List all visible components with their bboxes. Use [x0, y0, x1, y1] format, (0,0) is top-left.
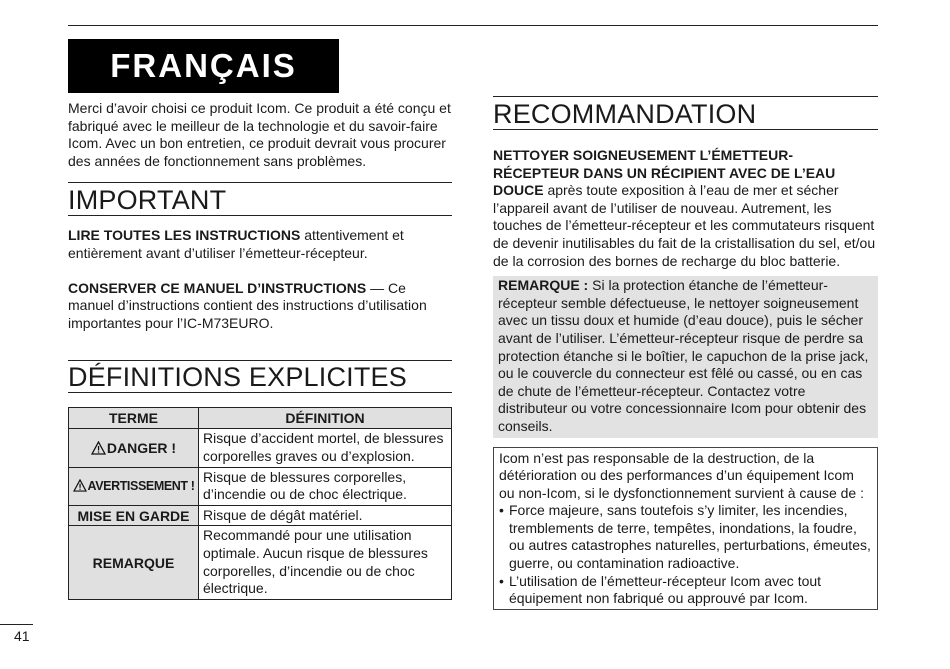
definitions-heading: DÉFINITIONS EXPLICITES	[68, 360, 452, 393]
list-item	[499, 573, 872, 608]
right-column	[493, 96, 878, 610]
disclaimer-box	[493, 447, 878, 610]
term-cell: MISE EN GARDE	[69, 505, 199, 526]
note-box	[493, 276, 878, 437]
recommendation-paragraph: NETTOYER SOIGNEUSEMENT L’ÉMETTEUR-RÉCEPTEUR DANS UN RÉCIPIENT AVEC DE L’EAU DOUCE après toute exposition à l’eau de mer et sécher l’appareil avant de l’utiliser de nouveau. Autrement, les touches de l’émetteur-récepteur et les commutateurs risquent de devenir inutilisables du fait de la cristallisation du sel, et/ou de la corrosion des bornes de recharge du bloc batterie.	[493, 147, 876, 269]
warning-triangle-icon	[91, 441, 106, 455]
definition-cell: Risque de dégât matériel.	[199, 505, 452, 526]
important-paragraph-2: CONSERVER CE MANUEL D’INSTRUCTIONS — Ce manuel d’instructions contient des instructions d’utilisation importantes pour l’IC-M73EURO.	[68, 279, 427, 331]
table-row	[69, 505, 452, 526]
top-rule	[68, 25, 878, 26]
warning-triangle-icon	[73, 479, 87, 492]
recommendation-heading: RECOMMANDATION	[493, 96, 878, 130]
definition-cell: Risque de blessures corporelles, d’incendie ou de choc électrique.	[199, 467, 452, 505]
definitions-table	[68, 407, 452, 599]
table-row	[69, 467, 452, 505]
list-item-text: Force majeure, sans toutefois s’y limiter, les incendies, tremblements de terre, tempêtes, inondations, la foudre, ou autres catastrophes naturelles, perturbations, émeutes, guerre, ou contamination radioactive.	[509, 502, 871, 572]
disclaimer-intro: Icom n’est pas responsable de la destruction, de la détérioration ou des performances d’un équipement Icom ou non-Icom, si le dysfonctionnement survient à cause de :	[499, 449, 864, 501]
language-tab: FRANÇAIS	[68, 39, 339, 93]
page-number: 41	[14, 628, 30, 644]
note-paragraph: REMARQUE : Si la protection étanche de l’émetteur-récepteur semble défectueuse, le nettoyer soigneusement avec un tissu doux et humide (d’eau douce), puis le sécher avant de l’utiliser. L’émetteur-récepteur risque de perdre sa protection étanche si le boîtier, le capuchon de la prise jack, ou le couvercle du connecteur est fêlé ou cassé, ou en cas de chute de l’émetteur-récepteur. Contactez votre distributeur ou votre concessionnaire Icom pour obtenir des conseils.	[498, 277, 869, 434]
term-cell: DANGER !	[69, 429, 199, 467]
definition-cell: Recommandé pour une utilisation optimale. Aucun risque de blessures corporelles, d’incendie ou de choc électrique.	[199, 526, 452, 599]
term-cell: AVERTISSEMENT !	[69, 467, 199, 505]
page-number-rule	[0, 624, 33, 625]
table-header-row	[69, 408, 452, 429]
left-column	[68, 100, 452, 600]
column-header-term: TERME	[69, 408, 199, 429]
bullet-marker: •	[499, 572, 504, 589]
important-paragraph-1: LIRE TOUTES LES INSTRUCTIONS attentivement et entièrement avant d’utiliser l’émetteur-récepteur.	[68, 227, 404, 261]
list-item-text: L’utilisation de l’émetteur-récepteur Icom avec tout équipement non fabriqué ou approuvé par Icom.	[509, 572, 822, 607]
definition-cell: Risque d’accident mortel, de blessures corporelles graves ou d’explosion.	[199, 429, 452, 467]
column-header-definition: DÉFINITION	[199, 408, 452, 429]
list-item	[499, 502, 872, 572]
table-row	[69, 526, 452, 599]
important-heading: IMPORTANT	[68, 182, 452, 216]
table-row	[69, 429, 452, 467]
bullet-marker: •	[499, 502, 504, 519]
intro-paragraph: Merci d’avoir choisi ce produit Icom. Ce produit a été conçu et fabriqué avec le meilleur de la technologie et du savoir-faire Icom. Avec un bon entretien, ce produit devrait vous procurer des années de fonctionnement sans problèmes.	[68, 100, 451, 169]
term-cell: REMARQUE	[69, 526, 199, 599]
